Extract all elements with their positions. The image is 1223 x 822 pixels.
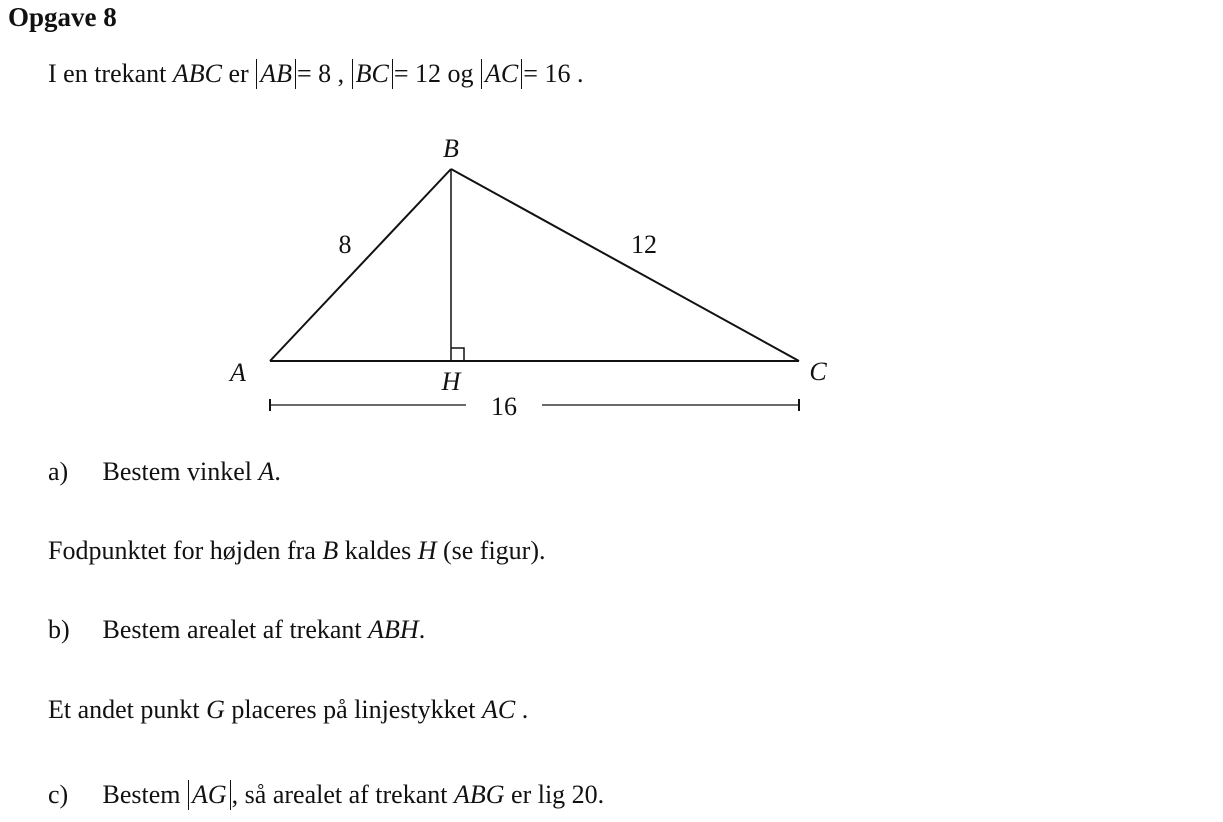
- paragraph-g: [48, 694, 528, 726]
- task-c: [48, 779, 604, 811]
- vertex-label-b: B: [443, 134, 459, 163]
- para-g-g: G: [206, 695, 225, 724]
- intro-og: og: [447, 59, 474, 88]
- eq-ab: = 8 ,: [296, 59, 345, 88]
- side-label-ab: 8: [338, 230, 352, 259]
- para-g-ac: AC: [481, 695, 516, 724]
- para-g-text-2: placeres på linjestykket: [231, 695, 476, 724]
- eq-ac: = 16 .: [523, 59, 584, 88]
- task-a-end: .: [274, 457, 281, 486]
- task-a: [48, 456, 281, 488]
- abs-ac: AC: [481, 59, 522, 89]
- para-h-h: H: [417, 536, 437, 565]
- para-g-end: .: [521, 695, 529, 724]
- side-label-bc: 12: [631, 230, 657, 259]
- para-g-text-1: Et andet punkt: [48, 695, 200, 724]
- para-h-text-1: Fodpunktet for højden fra: [48, 536, 316, 565]
- intro-er: er: [228, 59, 249, 88]
- vertex-label-a: A: [230, 358, 246, 387]
- task-c-text-3: er lig 20.: [511, 780, 605, 809]
- task-b-end: .: [418, 615, 426, 644]
- intro-text: I en trekant: [48, 59, 167, 88]
- side-ab: [270, 169, 451, 361]
- task-c-text-2: , så arealet af trekant: [231, 780, 448, 809]
- task-a-letter: a): [48, 457, 69, 486]
- side-bc: [451, 169, 799, 361]
- triangle-name: ABC: [172, 59, 222, 88]
- para-h-text-2: kaldes: [344, 536, 412, 565]
- task-c-text-1: Bestem: [102, 780, 181, 809]
- task-b-math: ABH: [368, 615, 419, 644]
- vertex-label-h: H: [441, 367, 461, 396]
- eq-bc: = 12: [393, 59, 442, 88]
- abs-bc: BC: [352, 59, 393, 89]
- task-a-math: A: [258, 457, 275, 486]
- side-label-ac: 16: [491, 392, 517, 421]
- para-h-b: B: [322, 536, 339, 565]
- task-c-abg: ABG: [453, 780, 505, 809]
- task-b-letter: b): [48, 615, 70, 644]
- para-h-text-3: (se figur).: [442, 536, 546, 565]
- paragraph-h: [48, 535, 546, 567]
- task-b: [48, 614, 425, 646]
- task-b-text: Bestem arealet af trekant: [102, 615, 362, 644]
- abs-ab: AB: [256, 59, 296, 89]
- vertex-label-c: C: [809, 357, 827, 386]
- page-title: Opgave 8: [8, 2, 117, 32]
- abs-ag: AG: [188, 780, 231, 810]
- task-a-text: Bestem vinkel: [102, 457, 252, 486]
- task-c-letter: c): [48, 780, 69, 809]
- right-angle-marker: [451, 348, 464, 361]
